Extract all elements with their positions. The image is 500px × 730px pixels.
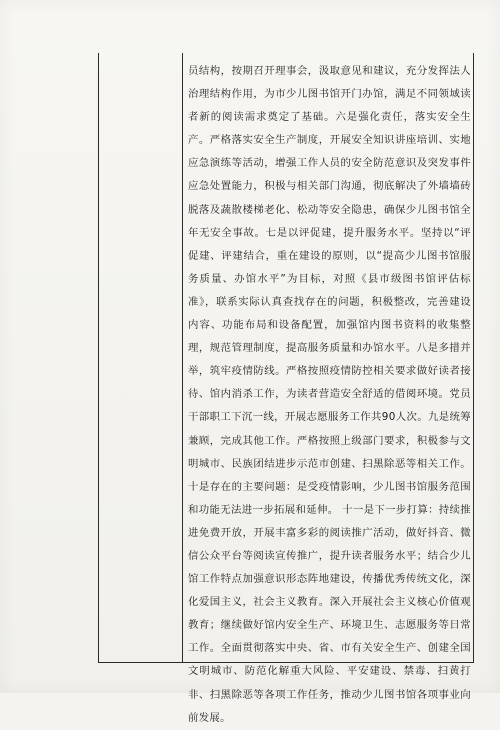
report-body-text: 员结构，按期召开理事会，汲取意见和建议，充分发挥法人治理结构作用，为市少儿图书馆开门办馆，满足不同领域读者新的阅读需求奠定了基础。六是强化责任，落实安全生产。严格落实安全生产制度，开展安全知识讲座培训、实地应急演练等活动，增强工作人员的安全防范意识及突发事件应急处置能力，积极与相关部门沟通，彻底解决了外墙墙砖脱落及蔬散楼梯老化、松动等安全隐患，确保少儿图书馆全年无安全事故。七是以评促建，提升服务水平。坚持以“评促建、评建结合，重在建设的原则，以“提高少儿图书馆服务质量、办馆水平”为目标，对照《县市级图书馆评估标准》，联系实际认真查找存在的问题，积极整改，完善建设内容、功能布局和设备配置，加强馆内图书资料的收集整理，规范管理制度，提高服务质量和办馆水平。八是多措并举，筑牢疫情防线。严格按照疫情防控相关要求做好读者接待、馆内消杀工作，为读者营造安全舒适的借阅环境。党员干部职工下沉一线，开展志愿服务工作共90人次。九是统筹兼顾，完成其他工作。严格按照上级部门要求，积极参与文明城市、民族团结进步示范市创建、扫黑除恶等相关工作。十是存在的主要问题：是受疫情影响，少儿图书馆服务范围和功能无法进一步拓展和延伸。 十一是下一步打算：持续推进免费开放，开展丰富多彩的阅读推广活动，做好抖音、微信公众平台等阅读宣传推广，提升读者服务水平；结合少儿馆工作特点加强意识形态阵地建设，传播优秀传统文化，深化爱国主义，社会主义教育。深入开展社会主义核心价值观教育；继续做好馆内安全生产、环境卫生、志愿服务等日常工作。全面贯彻落实中央、省、市有关安全生产、创建全国文明城市、防范化解重大风险、平安建设、禁毒、扫黄打非、扫黑除恶等各项工作任务，推动少儿图书馆各项事业向前发展。 <box>188 65 471 724</box>
column-divider <box>182 53 183 663</box>
empty-label-column <box>100 55 180 661</box>
